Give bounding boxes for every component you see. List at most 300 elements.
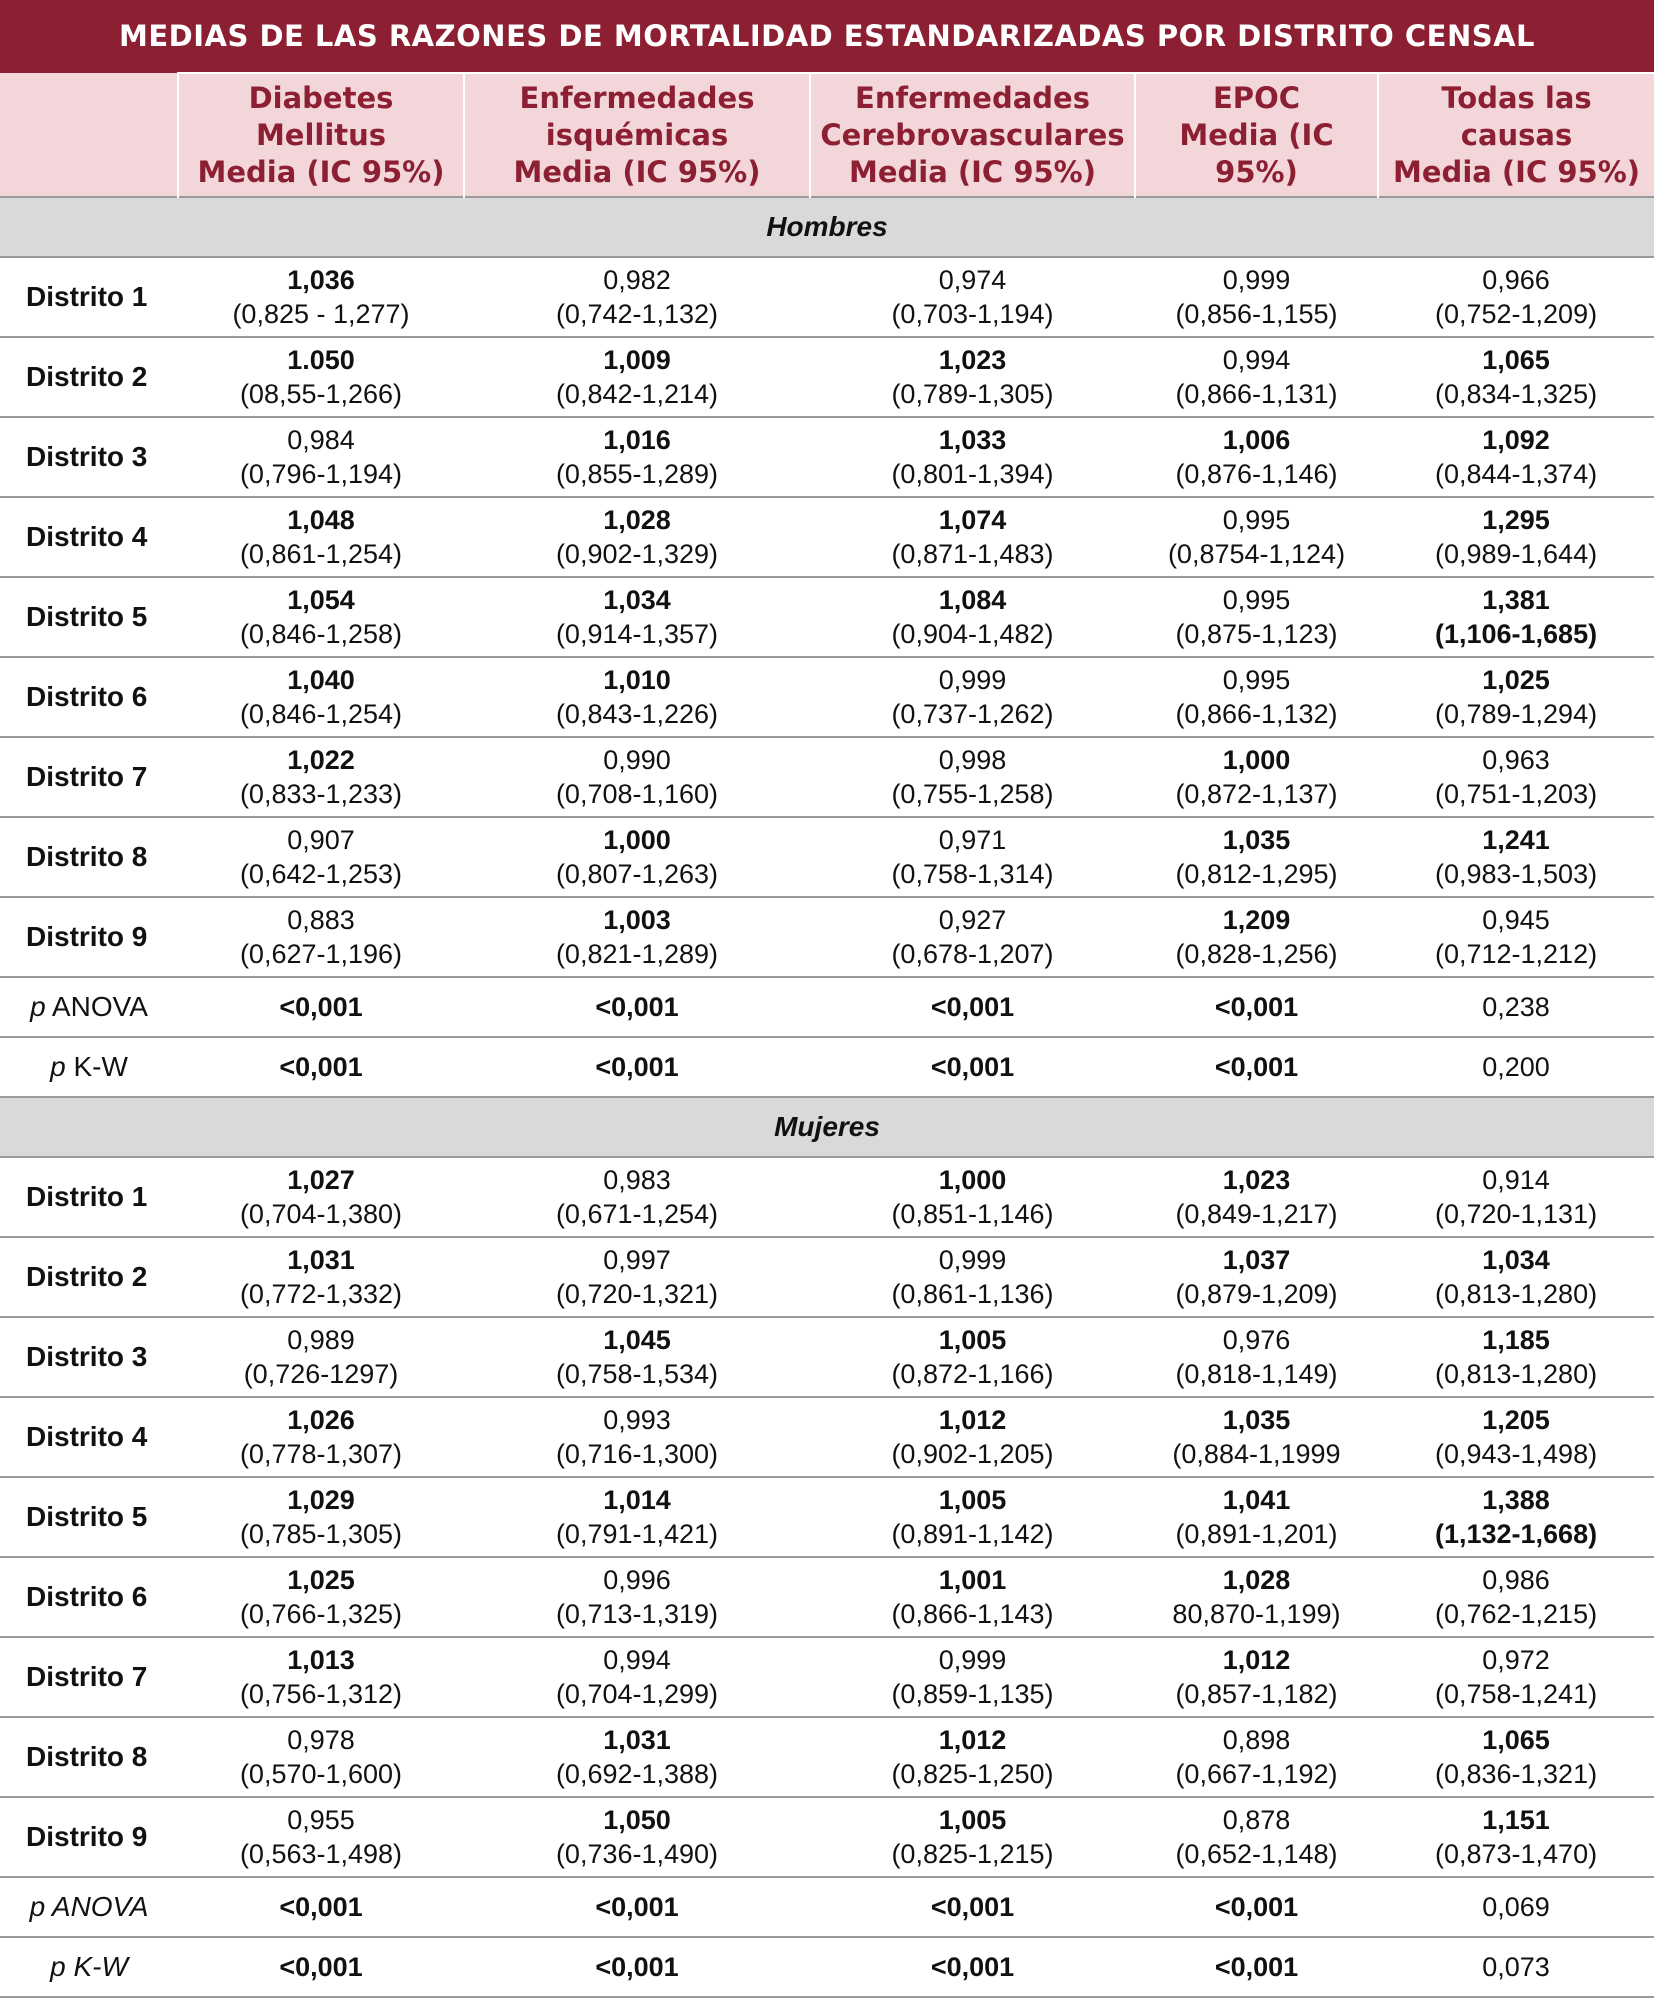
table-cell [1135,737,1378,817]
cell-value: 1,035 [1222,825,1291,855]
table-cell [178,497,464,577]
cell-value: 1,381 [1482,585,1550,615]
cell-value: 1,036 [287,265,355,295]
cell-ci: (0,849-1,217) [1175,1199,1338,1229]
cell-ci: (0,8754-1,124) [1167,539,1346,569]
test-p: p [50,1951,66,1982]
column-header [810,73,1135,197]
cell-value: 0,982 [603,265,671,295]
table-cell [464,417,810,497]
table-cell [178,1237,464,1317]
table-row [0,1397,1654,1477]
section-header-row [0,1097,1654,1157]
section-label: Mujeres [0,1097,1654,1157]
table-cell [178,1157,464,1237]
table-row [0,497,1654,577]
cell-value: 1,185 [1482,1325,1550,1355]
test-label [0,1877,178,1937]
table-cell [1378,737,1654,817]
table-cell [1378,1157,1654,1237]
row-label: Distrito 9 [0,1797,178,1877]
cell-value: 0,999 [938,1245,1007,1275]
cell-value: 1,151 [1482,1805,1550,1835]
cell-value: 1,028 [603,505,671,535]
cell-ci: (0,812-1,295) [1175,859,1338,889]
table-cell [178,657,464,737]
table-cell [810,1557,1135,1637]
table-row [0,1717,1654,1797]
table-row [0,1557,1654,1637]
table-cell [1378,1237,1654,1317]
cell-ci: (0,833-1,233) [239,779,403,809]
cell-value: 0,990 [603,745,671,775]
table-row [0,1477,1654,1557]
cell-value: 1,023 [938,345,1007,375]
cell-ci: (0,861-1,254) [239,539,403,569]
table-cell [1135,1477,1378,1557]
column-header-line: Media (IC 95%) [1393,154,1641,189]
table-cell [810,1317,1135,1397]
column-header-line: Media (IC 95%) [197,154,445,189]
cell-value: 1,041 [1222,1485,1291,1515]
cell-value: 1,013 [287,1645,355,1675]
cell-ci: (0,836-1,321) [1434,1759,1598,1789]
cell-ci: (0,813-1,280) [1434,1359,1598,1389]
table-cell [178,337,464,417]
table-row [0,897,1654,977]
cell-value: 1,000 [938,1165,1007,1195]
row-label: Distrito 6 [0,657,178,737]
test-value: <0,001 [464,1937,810,1997]
test-value: <0,001 [810,977,1135,1037]
table-cell [464,817,810,897]
cell-ci: (0,778-1,307) [239,1439,403,1469]
table-cell [464,1397,810,1477]
table-cell [464,1317,810,1397]
cell-ci: (0,758-1,241) [1434,1679,1598,1709]
cell-value: 1,012 [1222,1645,1291,1675]
cell-ci: (0,678-1,207) [891,939,1054,969]
cell-value: 1,001 [938,1565,1007,1595]
cell-ci: (0,856-1,155) [1175,299,1338,329]
table-cell [1378,1317,1654,1397]
cell-value: 0,972 [1482,1645,1550,1675]
cell-value: 0,914 [1482,1165,1550,1195]
cell-ci: (0,914-1,357) [555,619,719,649]
cell-ci: (0,726-1297) [243,1359,399,1389]
table-row [0,1237,1654,1317]
table-cell [464,1237,810,1317]
column-header-empty [0,73,178,197]
table-row [0,577,1654,657]
test-p: p [50,1051,66,1082]
cell-ci: (0,742-1,132) [555,299,719,329]
cell-value: 1,295 [1482,505,1550,535]
cell-value: 1,012 [938,1725,1007,1755]
table-cell [1378,1397,1654,1477]
cell-value: 1,025 [287,1565,355,1595]
table-row [0,337,1654,417]
cell-ci: (0,879-1,209) [1175,1279,1338,1309]
test-value: <0,001 [178,1037,464,1097]
row-label: Distrito 7 [0,1637,178,1717]
cell-ci: (0,791-1,421) [555,1519,719,1549]
test-value: <0,001 [810,1037,1135,1097]
cell-value: 1,205 [1482,1405,1550,1435]
table-cell [464,1797,810,1877]
table-row [0,417,1654,497]
row-label: Distrito 4 [0,1397,178,1477]
test-label [0,1937,178,1997]
cell-ci: (0,720-1,321) [555,1279,719,1309]
test-value: <0,001 [1135,1877,1378,1937]
cell-ci: (1,132-1,668) [1434,1519,1598,1549]
test-row [0,977,1654,1037]
table-cell [1378,337,1654,417]
test-row [0,1877,1654,1937]
section-header-row [0,197,1654,257]
cell-value: 0,998 [938,745,1007,775]
cell-value: 1,009 [603,345,671,375]
cell-ci: (0,736-1,490) [555,1839,719,1869]
cell-value: 0,984 [287,425,355,455]
table-cell [464,1717,810,1797]
cell-value: 0,995 [1222,585,1291,615]
cell-value: 0,971 [938,825,1007,855]
cell-ci: (0,891-1,201) [1175,1519,1338,1549]
cell-value: 0,995 [1222,505,1291,535]
cell-value: 0,945 [1482,905,1550,935]
cell-value: 1,014 [603,1485,671,1515]
cell-value: 0,976 [1222,1325,1291,1355]
table-cell [810,1637,1135,1717]
table-cell [1378,1477,1654,1557]
cell-value: 1,005 [938,1805,1007,1835]
row-label: Distrito 1 [0,257,178,337]
cell-ci: (0,983-1,503) [1434,859,1598,889]
table-cell [464,1557,810,1637]
cell-ci: (0,704-1,380) [239,1199,403,1229]
cell-ci: (0,818-1,149) [1175,1359,1338,1389]
table-cell [810,817,1135,897]
test-name: K-W [65,1051,128,1082]
table-cell [1378,577,1654,657]
cell-ci: (0,876-1,146) [1175,459,1338,489]
table-cell [464,497,810,577]
table-cell [810,577,1135,657]
table-cell [1135,1557,1378,1637]
cell-ci: (0,866-1,132) [1175,699,1338,729]
test-value: <0,001 [1135,1937,1378,1997]
cell-ci: (0,851-1,146) [891,1199,1054,1229]
table-cell [464,257,810,337]
table-cell [1135,1717,1378,1797]
table-cell [1135,497,1378,577]
cell-value: 1,054 [287,585,355,615]
cell-value: 0,883 [287,905,355,935]
cell-ci: (0,703-1,194) [891,299,1054,329]
test-value: <0,001 [464,1877,810,1937]
table-cell [1378,497,1654,577]
column-header-line: Todas las causas [1441,80,1592,152]
test-name: ANOVA [45,1891,149,1922]
column-header-line: Media (IC 95%) [849,154,1096,189]
cell-value: 0,986 [1482,1565,1550,1595]
cell-ci: (0,844-1,374) [1434,459,1598,489]
test-value: <0,001 [1135,1037,1378,1097]
cell-value: 1,006 [1222,425,1291,455]
test-value: 0,238 [1378,977,1654,1037]
cell-value: 1,034 [1482,1245,1550,1275]
table-cell [1135,657,1378,737]
test-value: <0,001 [464,1037,810,1097]
cell-value: 0,999 [1222,265,1291,295]
cell-ci: (0,716-1,300) [555,1439,719,1469]
table-row [0,657,1654,737]
cell-ci: (0,866-1,143) [891,1599,1054,1629]
table-cell [1135,1157,1378,1237]
cell-value: 1,033 [938,425,1007,455]
table-cell [1378,417,1654,497]
cell-ci: (0,704-1,299) [555,1679,719,1709]
table-cell [464,337,810,417]
cell-ci: (0,875-1,123) [1175,619,1338,649]
test-row [0,1037,1654,1097]
table-cell [810,897,1135,977]
table-cell [178,1637,464,1717]
table-row [0,1317,1654,1397]
cell-value: 1,029 [287,1485,355,1515]
table-cell [810,1717,1135,1797]
row-label: Distrito 2 [0,337,178,417]
cell-ci: (0,843-1,226) [555,699,719,729]
cell-ci: (0,563-1,498) [239,1839,403,1869]
cell-ci: (0,712-1,212) [1434,939,1598,969]
test-value: <0,001 [464,977,810,1037]
column-header-line: Media (IC [1179,117,1334,152]
cell-ci: (0,866-1,131) [1175,379,1338,409]
test-value: <0,001 [810,1937,1135,1997]
cell-value: 0,995 [1222,665,1291,695]
cell-ci: (0,671-1,254) [555,1199,719,1229]
table-row [0,737,1654,817]
cell-ci: (0,873-1,470) [1434,1839,1598,1869]
cell-value: 1,084 [938,585,1007,615]
table-cell [810,257,1135,337]
cell-ci: (0,891-1,142) [891,1519,1054,1549]
test-p: p [30,991,46,1022]
cell-ci: (0,762-1,215) [1434,1599,1598,1629]
cell-ci: (0,785-1,305) [239,1519,403,1549]
cell-ci: (0,834-1,325) [1434,379,1598,409]
cell-ci: (0,825-1,250) [891,1759,1054,1789]
column-header-line: Enfermedades [855,80,1090,115]
test-value: <0,001 [178,1877,464,1937]
cell-value: 0,994 [603,1645,671,1675]
test-p: p [29,1891,46,1922]
test-value: <0,001 [810,1877,1135,1937]
cell-value: 0,999 [938,1645,1007,1675]
row-label: Distrito 3 [0,417,178,497]
cell-value: 1,000 [1222,745,1291,775]
column-header-line: Media (IC 95%) [513,154,761,189]
cell-value: 0,898 [1222,1725,1291,1755]
cell-value: 1,010 [603,665,671,695]
cell-ci: (0,825-1,215) [891,1839,1054,1869]
test-name: ANOVA [45,991,148,1022]
cell-ci: (0,943-1,498) [1434,1439,1598,1469]
table-cell [464,1477,810,1557]
table-cell [1378,817,1654,897]
cell-value: 1,388 [1482,1485,1550,1515]
section-label: Hombres [0,197,1654,257]
cell-value: 0,978 [287,1725,355,1755]
row-label: Distrito 5 [0,1477,178,1557]
cell-value: 0,993 [603,1405,671,1435]
table-cell [1135,897,1378,977]
cell-ci: (0,652-1,148) [1175,1839,1338,1869]
cell-ci: (0,755-1,258) [891,779,1054,809]
table-cell [1135,1637,1378,1717]
column-header [1135,73,1378,197]
table-cell [1378,657,1654,737]
cell-value: 1,023 [1222,1165,1291,1195]
cell-ci: (0,902-1,329) [555,539,719,569]
table-cell [1378,1717,1654,1797]
table-cell [178,897,464,977]
cell-value: 1,012 [938,1405,1007,1435]
row-label: Distrito 1 [0,1157,178,1237]
cell-ci: (0,842-1,214) [555,379,719,409]
cell-value: 1,005 [938,1485,1007,1515]
cell-value: 1,065 [1482,345,1550,375]
cell-ci: (0,846-1,254) [239,699,403,729]
table-cell [810,417,1135,497]
cell-ci: (0,692-1,388) [555,1759,719,1789]
cell-ci: (0,989-1,644) [1434,539,1598,569]
table-row [0,817,1654,897]
table-cell [178,1317,464,1397]
table-title: MEDIAS DE LAS RAZONES DE MORTALIDAD ESTANDARIZADAS POR DISTRITO CENSAL [0,0,1654,73]
table-cell [810,737,1135,817]
cell-ci: 80,870-1,199) [1172,1599,1341,1629]
cell-value: 0,927 [938,905,1007,935]
cell-value: 0,983 [603,1165,671,1195]
table-cell [1135,577,1378,657]
row-label: Distrito 3 [0,1317,178,1397]
cell-value: 0,989 [287,1325,355,1355]
table-cell [178,1797,464,1877]
test-label [0,977,178,1037]
table-cell [1135,1797,1378,1877]
test-label [0,1037,178,1097]
cell-ci: (08,55-1,266) [239,379,403,409]
cell-value: 0,997 [603,1245,671,1275]
cell-ci: (0,813-1,280) [1434,1279,1598,1309]
cell-value: 1,037 [1222,1245,1291,1275]
table-cell [1135,817,1378,897]
cell-ci: (0,801-1,394) [891,459,1054,489]
table-cell [464,1637,810,1717]
table-cell [464,1157,810,1237]
cell-value: 1,016 [603,425,671,455]
cell-ci: (0,667-1,192) [1175,1759,1338,1789]
test-value: <0,001 [178,1937,464,1997]
table-row [0,257,1654,337]
cell-value: 0,994 [1222,345,1291,375]
cell-ci: (0,708-1,160) [555,779,719,809]
table-cell [1135,1317,1378,1397]
row-label: Distrito 9 [0,897,178,977]
table-cell [178,737,464,817]
table-cell [810,497,1135,577]
cell-value: 1,025 [1482,665,1550,695]
cell-value: 0,955 [287,1805,355,1835]
column-header-line: EPOC [1213,80,1300,115]
cell-ci: (0,796-1,194) [239,459,403,489]
cell-value: 0,966 [1482,265,1550,295]
cell-value: 1,074 [938,505,1007,535]
cell-ci: (0,857-1,182) [1175,1679,1338,1709]
table-cell [178,1557,464,1637]
column-header [178,73,464,197]
cell-ci: (0,828-1,256) [1175,939,1338,969]
cell-value: 1,005 [938,1325,1007,1355]
cell-value: 1,050 [603,1805,671,1835]
cell-ci: (0,902-1,205) [891,1439,1054,1469]
table-row [0,1157,1654,1237]
cell-value: 0,996 [603,1565,671,1595]
table-cell [178,1477,464,1557]
test-value: 0,200 [1378,1037,1654,1097]
cell-ci: (0,872-1,137) [1175,779,1338,809]
table-cell [178,417,464,497]
column-header [1378,73,1654,197]
table-cell [464,657,810,737]
table-cell [1378,897,1654,977]
test-value: <0,001 [178,977,464,1037]
table-cell [1135,1397,1378,1477]
table-cell [178,1717,464,1797]
cell-value: 1,028 [1222,1565,1291,1595]
column-header-line: 95%) [1215,154,1298,189]
cell-ci: (0,627-1,196) [239,939,403,969]
cell-value: 0,963 [1482,745,1550,775]
cell-ci: (0,766-1,325) [239,1599,403,1629]
table-cell [178,577,464,657]
table-cell [810,1797,1135,1877]
cell-ci: (0,737-1,262) [891,699,1054,729]
cell-value: 1,209 [1222,905,1291,935]
table-cell [1378,1637,1654,1717]
cell-value: 1,022 [287,745,355,775]
cell-value: 1,026 [287,1405,355,1435]
cell-ci: (0,642-1,253) [239,859,403,889]
cell-value: 1,034 [603,585,671,615]
row-label: Distrito 7 [0,737,178,817]
cell-ci: (0,772-1,332) [239,1279,403,1309]
test-value: 0,069 [1378,1877,1654,1937]
cell-value: 1.050 [287,345,355,375]
table-cell [810,1157,1135,1237]
row-label: Distrito 2 [0,1237,178,1317]
table-cell [810,1397,1135,1477]
row-label: Distrito 8 [0,817,178,897]
table-cell [1378,257,1654,337]
table-cell [464,897,810,977]
cell-value: 0,878 [1222,1805,1291,1835]
row-label: Distrito 8 [0,1717,178,1797]
